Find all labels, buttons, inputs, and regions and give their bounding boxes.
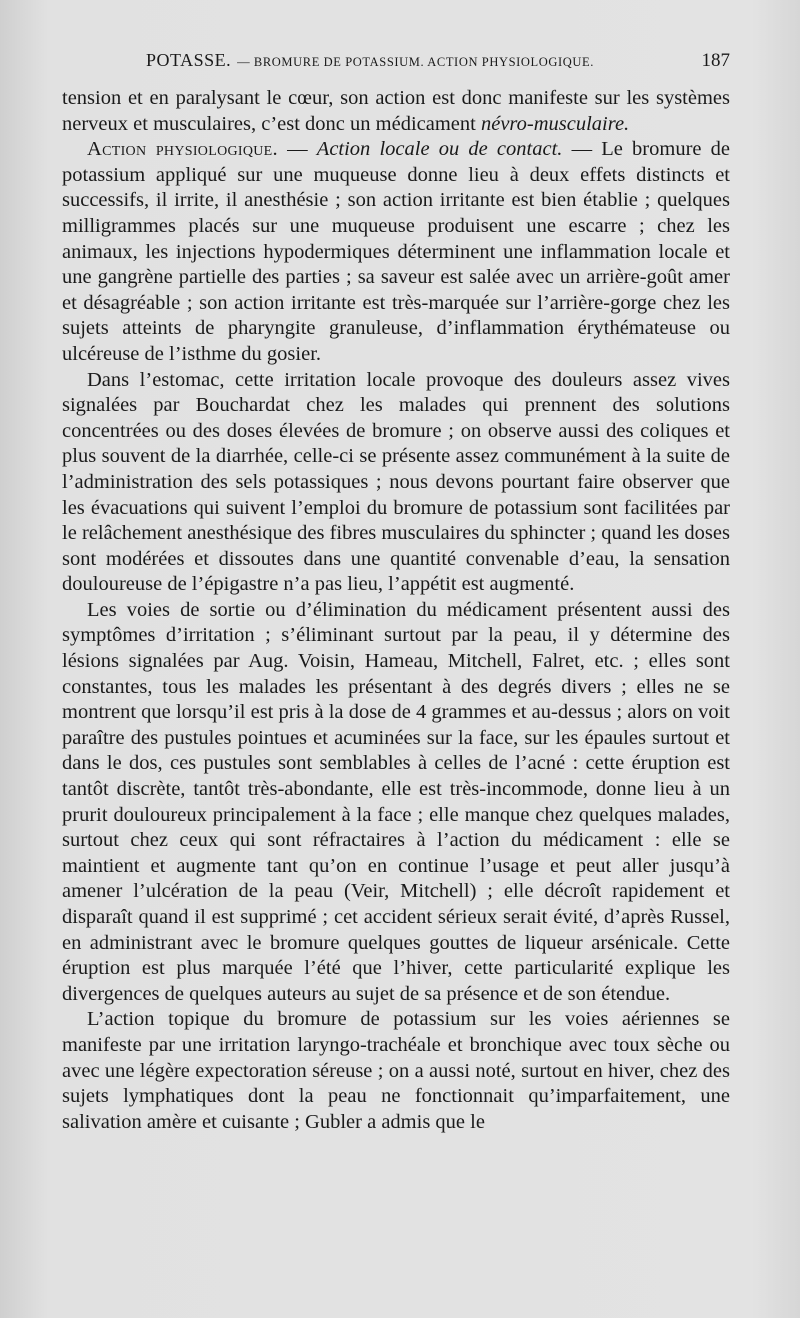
paragraph-text: Le bromure de potassium appliqué sur une muqueuse donne lieu à deux effets distincts et successifs, il irrite, il anesthésie ; son action irritante est bien établie ; quelques milligrammes placés sur une muqueuse produisent une escarre ; chez les animaux, les injections hypodermiques déterminent une inflammation locale et une gangrène partielle des parties ; sa saveur est salée avec un arrière-goût amer et désagréable ; son action irritante est très-marquée sur l’arrière-gorge chez les sujets atteints de pharyngite granuleuse, d’inflammation érythémateuse ou ulcéreuse de l’isthme du gosier. [62, 138, 731, 365]
paragraph-estomac [62, 368, 730, 598]
section-label: Action physiologique. [87, 138, 278, 161]
paragraph-voies-aeriennes [62, 1007, 730, 1135]
running-header [62, 50, 730, 80]
paragraph-continuation [62, 86, 730, 137]
subsection-label: Action locale ou de contact. [316, 138, 563, 161]
paragraph-voies-de-sortie [62, 598, 730, 1008]
em-dash: — [277, 138, 317, 161]
paragraph-text: L’action topique du bromure de potassium sur les voies aériennes se manifeste par une irritation laryngo-trachéale et bronchique avec toux sèche ou avec une légère expectoration séreuse ; on a aussi noté, surtout en hiver, chez des sujets lymphatiques dont la peau ne fonctionnait qu’imparfaitement, une salivation amère et cuisante ; Gubler a admis que le [62, 1008, 730, 1133]
paragraph-action-physiologique [62, 137, 730, 367]
paragraph-text: Dans l’estomac, cette irritation locale provoque des douleurs assez vives signalées par Bouchardat chez les malades qui prennent des solutions concentrées ou des doses élevées de bromure ; on observe aussi des coliques et plus souvent de la diarrhée, celle-ci se présente assez communément à la suite de l’administration des sels potassiques ; nous devons pourtant faire observer que les évacuations qui suivent l’emploi du bromure de potassium sont facilitées par le relâchement anesthésique des fibres musculaires du sphincter ; quand les doses sont modérées et dissoutes dans une quantité convenable d’eau, la sensation douloureuse de l’épigastre n’a pas lieu, l’appétit est augmenté. [62, 368, 730, 596]
paragraph-text: Les voies de sortie ou d’élimination du médicament présentent aussi des symptômes d’irritation ; s’éliminant surtout par la peau, il y détermine des lésions signalées par Aug. Voisin, Hameau, Mitchell, Falret, etc. ; elles sont constantes, tous les malades les présentant à des degrés divers ; elles ne se montrent que lorsqu’il est pris à la dose de 4 grammes et au-dessus ; alors on voit paraître des pustules pointues et acuminées sur la face, sur les épaules surtout et dans le dos, ces pustules sont semblables à celles de l’acné : cette éruption est tantôt discrète, tantôt très-abondante, elle est très-incommode, donne lieu à un prurit douloureux principalement à la face ; elle manque chez quelques malades, surtout chez ceux qui sont réfractaires à l’action du médicament : elle se maintient et augmente tant qu’on en continue l’usage et peut aller jusqu’à amener l’ulcération de la peau (Veir, Mitchell) ; elle décroît rapidement et disparaît quand il est supprimé ; cet accident sérieux serait évité, d’après Russel, en administrant avec le bromure quelques gouttes de liqueur arsénicale. Cette éruption est plus marquée l’été que l’hiver, cette particularité explique les divergences de quelques auteurs au sujet de sa présence et de son étendue. [62, 598, 730, 1005]
body-text [62, 86, 730, 1135]
paragraph-text: tension et en paralysant le cœur, son action est donc manifeste sur les systèmes nerveux et musculaires, c’est donc un médicament [62, 87, 730, 135]
page-number: 187 [701, 50, 730, 71]
running-head-group [146, 50, 594, 71]
italic-term: névro-musculaire. [480, 112, 630, 135]
running-head: POTASSE. [146, 50, 232, 70]
em-dash: — [562, 138, 602, 161]
running-subhead: — BROMURE DE POTASSIUM. ACTION PHYSIOLOGIQUE. [237, 55, 595, 69]
